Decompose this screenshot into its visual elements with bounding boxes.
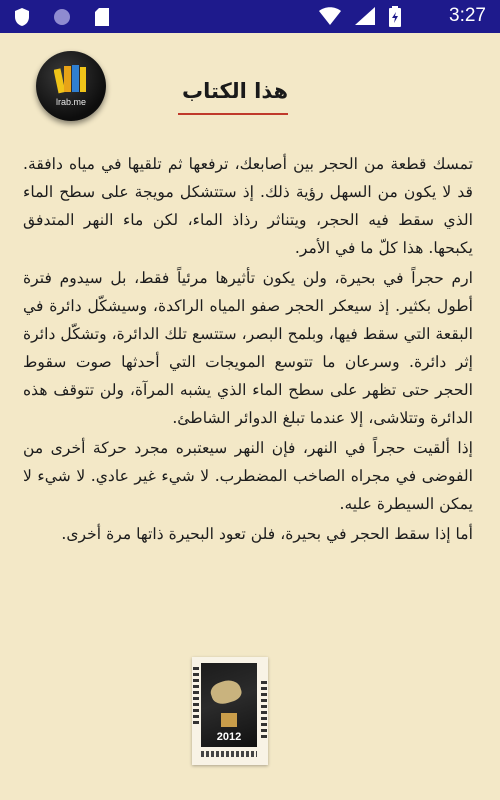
status-time: 3:27 xyxy=(449,5,486,26)
description-text xyxy=(23,150,473,550)
book-description-page[interactable] xyxy=(0,33,500,800)
page-title: هذا الكتاب xyxy=(181,79,289,103)
cover-emblem xyxy=(221,713,237,727)
signal-icon xyxy=(354,6,376,30)
sim-card-icon xyxy=(94,7,110,31)
books-icon xyxy=(54,63,88,95)
cover-year: 2012 xyxy=(216,731,242,743)
cover-bottom-text xyxy=(201,751,257,757)
stone-graphic xyxy=(208,677,243,707)
title-underline xyxy=(178,113,288,115)
book-cover-thumbnail[interactable] xyxy=(192,657,268,765)
paragraph: إذا ألقيت حجراً في النهر، فإن النهر سيعتبره مجرد حركة أخرى من الفوضى في مجراه الصاخب المضطرب. لا شيء غير عادي. لا شيء لا يمكن السيطرة عليه. xyxy=(23,439,473,513)
wifi-icon xyxy=(318,6,342,30)
cover-side-text xyxy=(261,681,267,741)
shield-icon xyxy=(14,7,30,31)
cover-side-text xyxy=(193,667,199,727)
paragraph: أما إذا سقط الحجر في بحيرة، فلن تعود البحيرة ذاتها مرة أخرى. xyxy=(61,525,473,543)
paragraph: تمسك قطعة من الحجر بين أصابعك، ترفعها ثم تلقيها في مياه دافقة. قد لا يكون من السهل رؤية ذلك. إذ ستتشكل مويجة على سطح الماء الذي سقط فيه الحجر، ويتناثر رذاذ الماء، لكن ماء النهر المتدفق يكبحها. هذا كلّ ما في الأمر. xyxy=(23,155,473,257)
paragraph: ارم حجراً في بحيرة، ولن يكون تأثيرها مرئياً فقط، بل سيدوم فترة أطول بكثير. إذ سيعكر الحجر صفو المياه الراكدة، وسيشكّل دائرة في البقعة التي سقط فيها، وبلمح البصر، ستتسع تلك الدائرة، وتشكّل دائرة إثر دائرة. وسرعان ما تتوسع المويجات التي أحدثها صوت سقوط الحجر حتى تظهر على سطح الماء الذي يشبه المرآة، ولن تتوقف هذه الدائرة وتتلاشى، إلا عندما تبلغ الدوائر الشاطئ. xyxy=(23,269,473,427)
battery-icon xyxy=(388,6,402,32)
circle-icon xyxy=(52,7,72,31)
app-logo[interactable] xyxy=(36,51,106,121)
cover-image xyxy=(201,663,257,747)
status-bar xyxy=(0,0,500,33)
logo-text: lrab.me xyxy=(55,97,86,107)
